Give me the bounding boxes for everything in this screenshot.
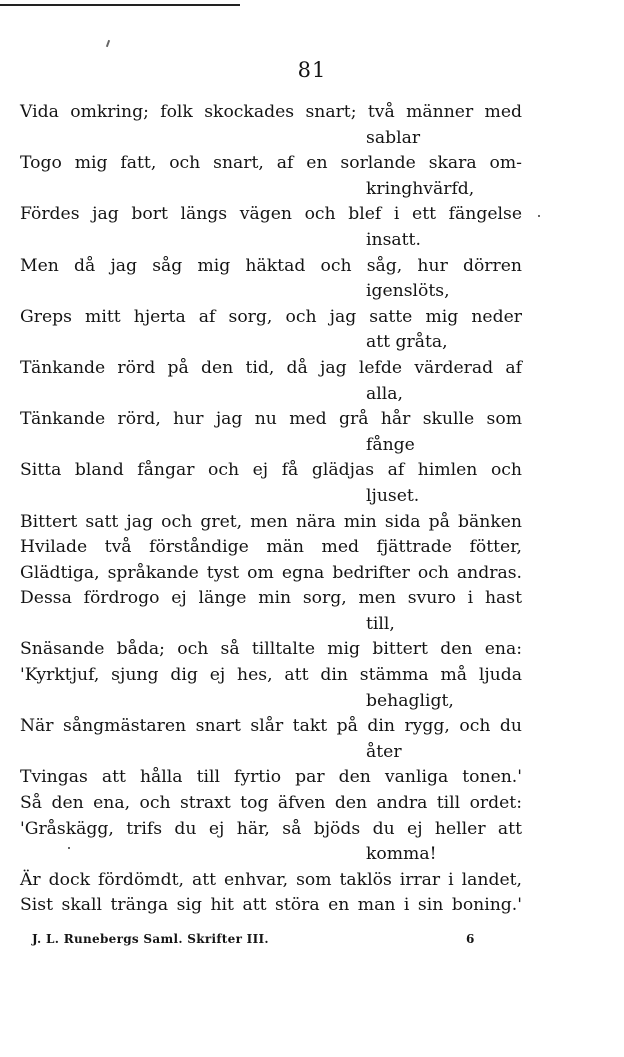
verse-line: Vida omkring; folk skockades snart; två männer med [20, 102, 522, 122]
verse-line: 'Kyrktjuf, sjung dig ej hes, att din stämma må ljuda [20, 665, 522, 686]
verse-line: Sist skall tränga sig hit att störa en man i sin boning.' [20, 895, 522, 916]
verse-line: Bittert satt jag och gret, men nära min sida på bänken [20, 511, 522, 532]
verse-line: Sitta bland fångar och ej få glädjas af himlen och [20, 460, 522, 481]
verse-line: Så den ena, och straxt tog äfven den andra till ordet: [20, 793, 522, 814]
verse-line-continuation: ljuset. [366, 485, 420, 506]
verse-line-continuation: kringhvärfd, [366, 178, 475, 199]
verse-line: När sångmästaren snart slår takt på din rygg, och du [20, 716, 522, 737]
verse-line: Tänkande rörd, hur jag nu med grå hår skulle som [20, 409, 522, 430]
verse-line-continuation: att gråta, [366, 332, 448, 353]
verse-line: Fördes jag bort längs vägen och blef i ett fängelse [20, 204, 522, 225]
top-rule [0, 4, 240, 6]
verse-line-continuation: alla, [366, 383, 403, 404]
verse-line-continuation: åter [366, 741, 402, 762]
verse-line-continuation: behagligt, [366, 690, 454, 711]
verse-line: Glädtiga, språkande tyst om egna bedrifter och andras. [20, 562, 522, 583]
verse-line: Greps mitt hjerta af sorg, och jag satte mig neder [20, 306, 522, 327]
verse-line: Snäsande båda; och så tilltalte mig bittert den ena: [20, 639, 522, 660]
verse-line: Tvingas att hålla till fyrtio par den vanliga tonen.' [20, 767, 522, 788]
page-number: 81 [297, 58, 327, 82]
print-speck [106, 40, 110, 47]
print-speck [538, 215, 540, 217]
verse-line: Togo mig fatt, och snart, af en sorlande skara om- [20, 153, 522, 174]
verse-line-continuation: insatt. [366, 229, 421, 250]
verse-line: Är dock fördömdt, att enhvar, som taklös irrar i landet, [20, 869, 522, 890]
verse-line: Tänkande rörd på den tid, då jag lefde värderad af [20, 357, 522, 378]
footer-signature: J. L. Runebergs Saml. Skrifter III. [32, 932, 269, 946]
verse-line: Men då jag såg mig häktad och såg, hur dörren [20, 255, 522, 276]
verse-line-continuation: igenslöts, [366, 281, 450, 302]
verse-line-continuation: sablar [366, 127, 421, 148]
verse-line-continuation: fånge [366, 434, 415, 455]
verse-line: Hvilade två förståndige män med fjättrade fötter, [20, 537, 522, 558]
footer-sheet-number: 6 [466, 932, 475, 946]
verse-line-continuation: komma! [366, 844, 437, 865]
verse-line: 'Gråskägg, trifs du ej här, så bjöds du ej heller att [20, 818, 522, 839]
verse-line-continuation: till, [366, 613, 395, 634]
verse-body [20, 100, 522, 919]
verse-line: Dessa fördrogo ej länge min sorg, men svuro i hast [20, 588, 522, 609]
